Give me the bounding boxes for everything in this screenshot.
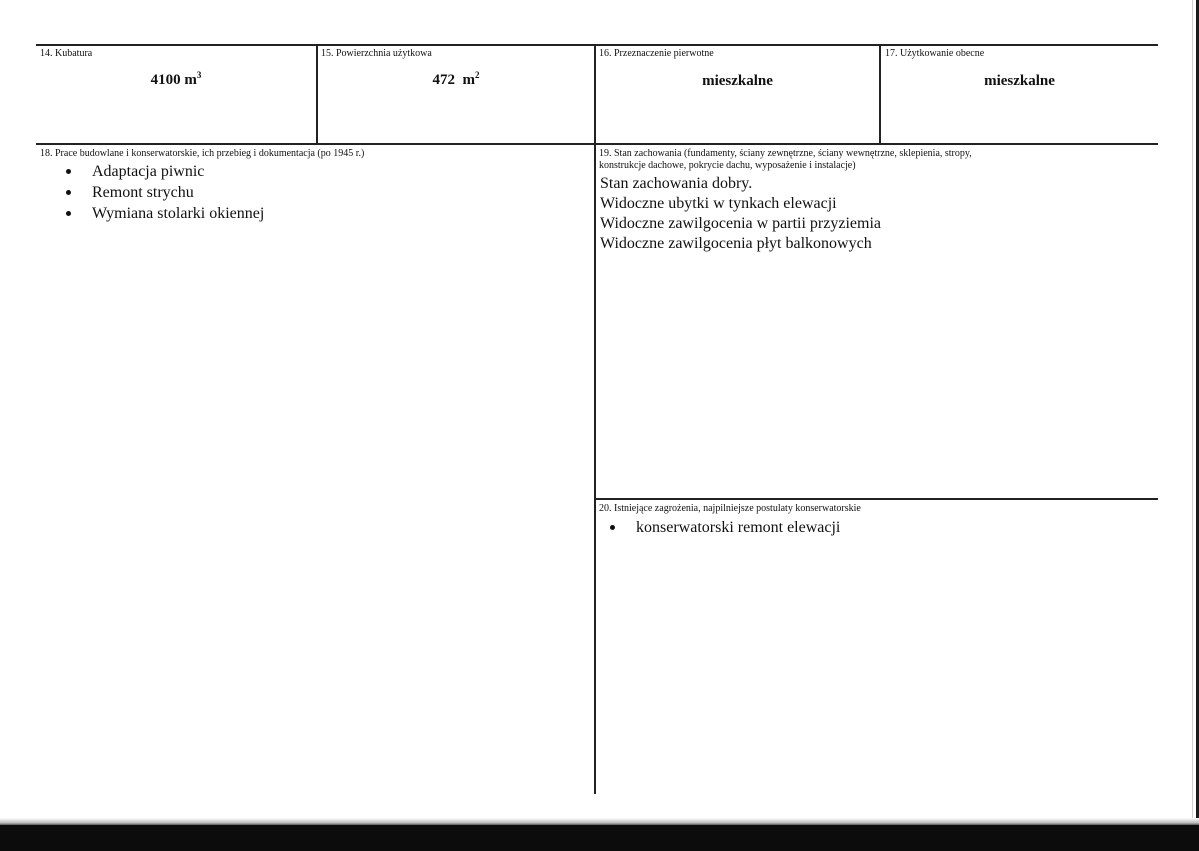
section20-label: 20. Istniejące zagrożenia, najpilniejsze postulaty konserwatorskie	[599, 503, 861, 514]
section19-label-line1: 19. Stan zachowania (fundamenty, ściany zewnętrzne, ściany wewnętrzne, sklepienia, stropy,	[599, 148, 972, 159]
kubatura-label: 14. Kubatura	[40, 48, 93, 59]
przeznaczenie-value: mieszkalne	[702, 73, 773, 89]
divider-15-16	[594, 44, 596, 794]
list-item: Adaptacja piwnic	[62, 161, 264, 182]
section20-top-border	[594, 498, 1158, 500]
section19-label	[599, 148, 1069, 172]
kubatura-unit: m	[184, 72, 197, 88]
section18-label: 18. Prace budowlane i konserwatorskie, ich przebieg i dokumentacja (po 1945 r.)	[40, 148, 365, 159]
section20-list	[606, 517, 840, 538]
list-item: Wymiana stolarki okiennej	[62, 203, 264, 224]
condition-line: Widoczne zawilgocenia w partii przyziemia	[600, 215, 881, 232]
section19-text	[600, 174, 881, 254]
condition-line: Widoczne zawilgocenia płyt balkonowych	[600, 235, 872, 252]
condition-line: Stan zachowania dobry.	[600, 175, 753, 192]
list-item: Remont strychu	[62, 182, 264, 203]
divider-14-15	[316, 44, 318, 144]
list-item: konserwatorski remont elewacji	[606, 517, 840, 538]
powierzchnia-label: 15. Powierzchnia użytkowa	[321, 48, 432, 59]
kubatura-value	[36, 72, 316, 89]
section19-label-line2: konstrukcje dachowe, pokrycie dachu, wyposażenie i instalacje)	[599, 160, 856, 171]
condition-line: Widoczne ubytki w tynkach elewacji	[600, 195, 837, 212]
uzytkowanie-label: 17. Użytkowanie obecne	[885, 48, 985, 59]
przeznaczenie-label: 16. Przeznaczenie pierwotne	[599, 48, 714, 59]
powierzchnia-value	[318, 72, 594, 89]
powierzchnia-unit-exponent: 2	[475, 70, 480, 80]
kubatura-unit-exponent: 3	[196, 70, 202, 80]
top-row-bottom-border	[36, 143, 1158, 145]
page-edge-shadow	[1192, 0, 1193, 820]
powierzchnia-number: 472	[432, 72, 455, 88]
section18-list	[62, 161, 264, 224]
uzytkowanie-value: mieszkalne	[984, 73, 1055, 89]
divider-16-17	[879, 44, 881, 144]
powierzchnia-unit: m	[462, 72, 475, 88]
kubatura-number: 4100	[150, 72, 181, 88]
top-row-top-border	[36, 44, 1158, 46]
scan-border	[0, 825, 1199, 851]
